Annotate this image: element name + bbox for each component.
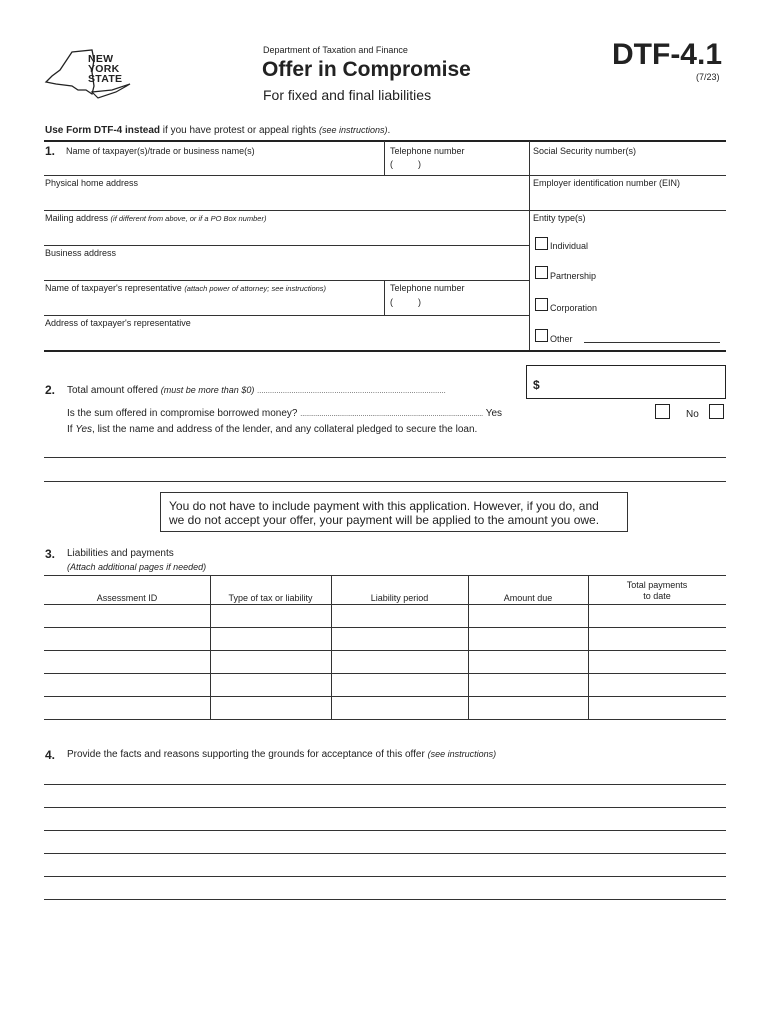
reasons-line[interactable] [44,853,726,854]
corporation-label: Corporation [550,303,598,313]
reasons-line[interactable] [44,784,726,785]
col-assessment-id: Assessment ID [96,593,158,603]
section1-bottom-rule [44,350,726,352]
notice-line-1: You do not have to include payment with this application. However, if you do, and [169,499,599,513]
no-label: No [686,409,699,420]
section1-top-rule [44,140,726,142]
telephone-label: Telephone number [390,146,465,156]
col-total-payments-line2: to date [643,591,671,601]
table-row[interactable] [44,673,726,674]
individual-label: Individual [550,241,589,251]
reasons-line[interactable] [44,807,726,808]
table-row[interactable] [44,627,726,628]
reasons-note: (see instructions) [427,749,497,759]
instruction-bold: Use Form DTF-4 instead [45,125,161,136]
mailing-address-label [45,213,266,223]
representative-label [45,283,326,293]
total-offered-label [67,385,446,396]
table-row[interactable] [44,696,726,697]
rule [44,315,530,316]
total-offered-note: (must be more than $0) [160,385,255,395]
rule [44,175,726,176]
corporation-checkbox[interactable] [535,298,548,311]
entity-type-label: Entity type(s) [533,213,586,223]
department-name: Department of Taxation and Finance [263,45,408,55]
section3-number: 3. [45,547,56,561]
table-row[interactable] [44,650,726,651]
nys-logo [42,46,137,102]
lender-instruction [67,424,477,435]
ssn-label: Social Security number(s) [533,146,637,156]
ein-label: Employer identification number (EIN) [533,178,681,188]
mailing-note: (if different from above, or if a PO Box number) [110,214,267,223]
table-row[interactable] [44,719,726,720]
home-address-label: Physical home address [45,178,139,188]
col-total-payments [588,580,726,602]
form-revision: (7/23) [696,72,720,82]
dollar-sign: $ [533,378,540,392]
col-amount-due: Amount due [503,593,553,603]
partnership-checkbox[interactable] [535,266,548,279]
instruction-text: if you have protest or appeal rights [160,125,320,136]
other-entry-line[interactable] [584,342,720,343]
individual-checkbox[interactable] [535,237,548,250]
borrowed-question [67,408,502,419]
rep-address-label: Address of taxpayer's representative [45,318,191,328]
section1-divider [529,141,530,351]
instruction-line [45,125,390,136]
reasons-line[interactable] [44,899,726,900]
lender-line-1[interactable] [44,457,726,458]
notice-line-2: we do not accept your offer, your payment will be applied to the amount you owe. [169,513,600,527]
reasons-line[interactable] [44,830,726,831]
section2-number: 2. [45,383,56,397]
reasons-line[interactable] [44,876,726,877]
form-title: Offer in Compromise [262,58,471,81]
rep-telephone-field[interactable]: ( ) [390,297,421,307]
rep-label-text: Name of taxpayer's representative [45,283,182,293]
instruction-italic: (see instructions) [319,125,388,135]
taxpayer-name-label: Name of taxpayer(s)/trade or business name(s) [66,146,255,156]
borrowed-text: Is the sum offered in compromise borrowed money? [67,408,298,419]
rule [44,210,726,211]
reasons-label [67,749,496,760]
reasons-text: Provide the facts and reasons supporting the grounds for acceptance of this offer [67,749,425,760]
rep-telephone-label: Telephone number [390,283,465,293]
mailing-label-text: Mailing address [45,213,109,223]
yes-label: Yes [485,408,503,419]
liabilities-label: Liabilities and payments [67,548,174,559]
total-offered-text: Total amount offered [67,385,158,396]
phone-divider [384,141,385,175]
no-checkbox[interactable] [709,404,724,419]
other-checkbox[interactable] [535,329,548,342]
section4-number: 4. [45,748,56,762]
telephone-field[interactable]: ( ) [390,159,421,169]
other-label: Other [550,334,573,344]
col-total-payments-line1: Total payments [626,580,688,590]
table-top-rule [44,575,726,576]
offer-amount-field[interactable] [526,365,726,399]
form-subtitle: For fixed and final liabilities [263,87,432,103]
liabilities-note: (Attach additional pages if needed) [67,562,207,572]
payment-notice-box [160,492,628,532]
lender-post: , list the name and address of the lender, and any collateral pledged to secure the loan. [92,424,478,435]
business-address-label: Business address [45,248,117,258]
partnership-label: Partnership [550,271,597,281]
leader-dots: .............................................................................................. [300,411,484,418]
lender-pre: If [67,424,76,435]
rule [44,280,530,281]
lender-yes: Yes [75,424,93,435]
col-tax-type: Type of tax or liability [228,593,313,603]
rule [44,245,530,246]
table-header-rule [44,604,726,605]
form-number: DTF-4.1 [612,38,723,71]
section1-number: 1. [45,144,56,158]
rep-phone-divider [384,280,385,315]
lender-line-2[interactable] [44,481,726,482]
col-liability-period: Liability period [370,593,429,603]
rep-note: (attach power of attorney; see instructions) [184,284,327,293]
logo-text: NEW YORK STATE [88,53,123,85]
instruction-end: . [387,125,391,136]
yes-checkbox[interactable] [655,404,670,419]
leader-dots: ........................................................................................ [257,388,446,395]
